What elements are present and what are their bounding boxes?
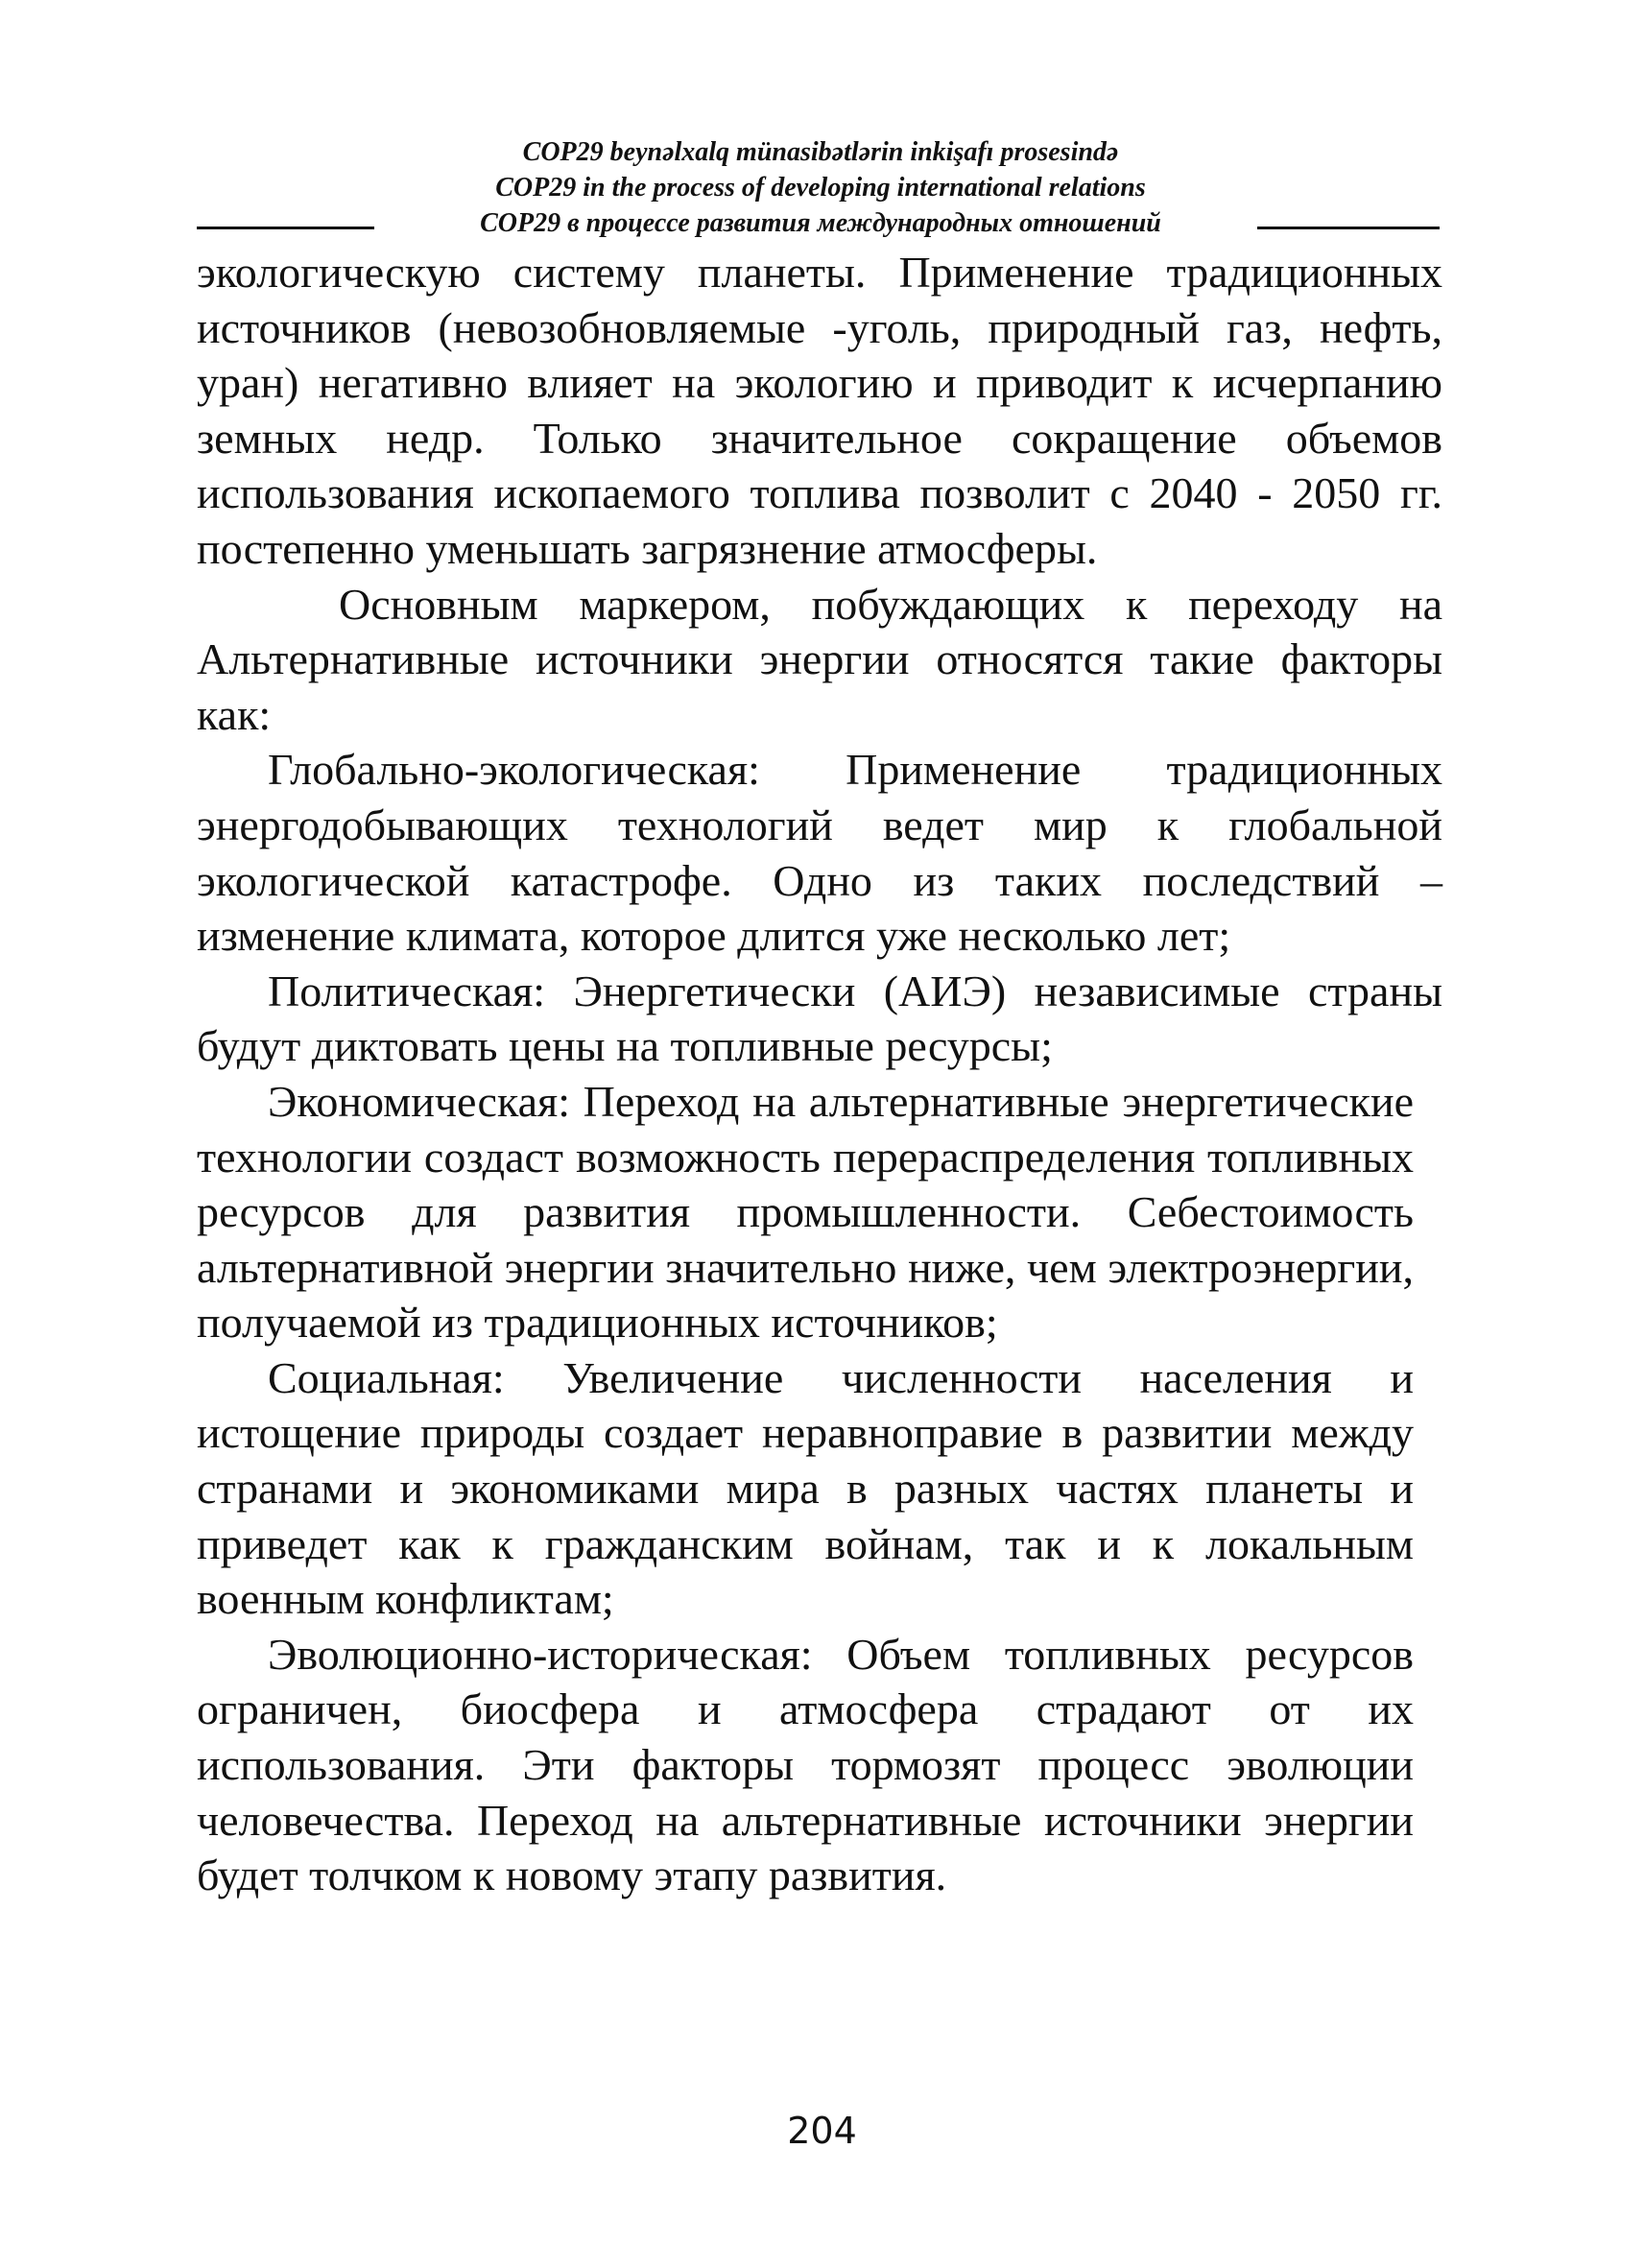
page-number: 204 (787, 2110, 857, 2152)
header-rule-right (1257, 227, 1440, 229)
header-line-english: COP29 in the process of developing international relations (495, 173, 1146, 203)
running-header (197, 134, 1444, 241)
paragraph-economic: Экономическая: Переход на альтернативные энергетические технологии создаст возможность перераспределения топливных ресурсов для развития промышленности. Себестоимость альтернативной энергии значительно ниже, чем электроэнергии, получаемой из традиционных источников; (197, 1076, 1414, 1348)
paragraph-main-marker: Основным маркером, побуждающих к переходу на Альтернативные источники энергии относятся такие факторы как: (197, 579, 1442, 739)
header-line-russian: COP29 в процессе развития международных отношений (480, 208, 1161, 238)
paragraph-political: Политическая: Энергетически (АИЭ) независимые страны будут диктовать цены на топливные ресурсы; (197, 966, 1442, 1071)
paragraph-social: Социальная: Увеличение численности населения и истощение природы создает неравноправие в развитии между странами и экономиками мира в разных частях планеты и приведет как к гражданским войнам, так и к локальным военным конфликтам; (197, 1352, 1414, 1624)
body-text (197, 245, 1442, 1903)
header-line-azerbaijani: COP29 beynəlxalq münasibətlərin inkişafı prosesində (522, 137, 1119, 167)
paragraph-global-ecological: Глобально-экологическая: Применение традиционных энергодобывающих технологий ведет мир к глобальной экологической катастрофе. Одно из таких последствий – изменение климата, которое длится уже несколько лет; (197, 745, 1442, 961)
paragraph-continuation: экологическую систему планеты. Применение традиционных источников (невозобновляемые -уголь, природный газ, нефть, уран) негативно влияет на экологию и приводит к исчерпанию земных недр. Только значительное сокращение объемов использования ископаемого топлива позволит с 2040 - 2050 гг. постепенно уменьшать загрязнение атмосферы. (197, 248, 1442, 573)
paragraph-evolutionary-historical: Эволюционно-историческая: Объем топливных ресурсов ограничен, биосфера и атмосфера страдают от их использования. Эти факторы тормозят процесс эволюции человечества. Переход на альтернативные источники энергии будет толчком к новому этапу развития. (197, 1629, 1414, 1900)
header-rule-left (197, 227, 374, 229)
